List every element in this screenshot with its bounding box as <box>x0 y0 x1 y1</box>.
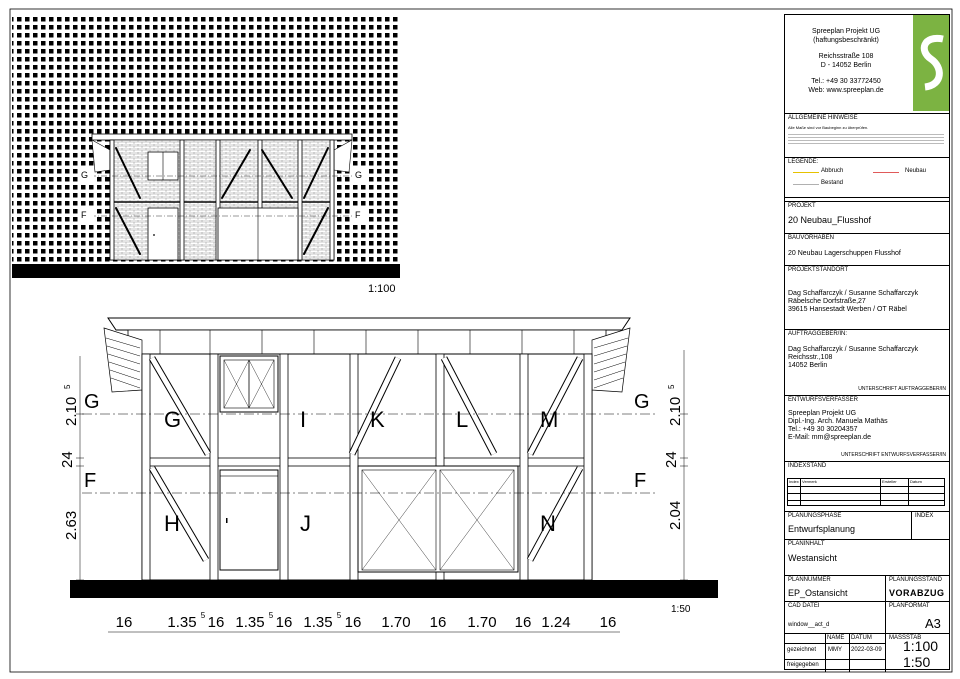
author-line: E-Mail: mm@spreeplan.de <box>788 434 871 441</box>
drawn-label: gezeichnet <box>787 647 817 653</box>
bottom-dim-label: 16 <box>599 614 617 631</box>
construction-value: 20 Neubau Lagerschuppen Flusshof <box>788 250 901 257</box>
bottom-dim-label: 1.24 <box>541 614 571 631</box>
site-box <box>785 265 949 329</box>
dim-left-upper-sup: 5 <box>63 384 72 389</box>
project-box <box>785 201 949 233</box>
company-logo <box>913 15 949 111</box>
field-letter: K <box>370 407 385 432</box>
dim-left-upper: 2.10 <box>63 396 80 426</box>
author-signature: UNTERSCHRIFT ENTWURFSVERFASSER/IN <box>841 452 946 458</box>
bottom-dim-label: 1.70 <box>381 614 411 631</box>
client-line: 14052 Berlin <box>788 362 828 369</box>
legend-bestand: Bestand <box>821 180 844 186</box>
construction-label: BAUVORHABEN <box>788 235 835 241</box>
bottom-dim-sup: 5 <box>336 611 342 620</box>
notes-box <box>785 113 949 157</box>
dim-right-upper: 2.10 <box>667 396 684 426</box>
bottom-dim-label: 16 <box>115 614 133 631</box>
client-label: AUFTRAGGEBER/IN: <box>788 331 848 337</box>
axis-right-f: F <box>634 470 647 492</box>
plan-number-box <box>785 575 949 601</box>
dim-right-lower: 2.04 <box>667 500 684 530</box>
bottom-dim-label: 1.70 <box>467 614 497 631</box>
index-short-label: INDEX <box>915 513 934 519</box>
dim-left-lower: 2.63 <box>63 510 80 540</box>
released-label: freigegeben <box>787 662 819 668</box>
large-elevation <box>70 318 718 632</box>
notes-heading: ALLGEMEINE HINWEISE <box>788 115 858 121</box>
index-box <box>785 461 949 511</box>
field-letter: H <box>164 511 180 536</box>
drawn-name: MMY <box>828 647 842 653</box>
field-letter: G <box>164 407 182 432</box>
company-city: D - 14052 Berlin <box>820 62 872 69</box>
author-line: Spreeplan Projekt UG <box>788 410 857 417</box>
index-col: Ersteller <box>882 479 897 484</box>
date-header: DATUM <box>851 635 872 641</box>
field-letter: L <box>456 407 469 432</box>
small-axis-left-g: G <box>81 170 89 180</box>
format-label: PLANFORMAT <box>889 603 930 609</box>
site-line: Dag Schaffarczyk / Susanne Schaffarczyk <box>788 290 919 297</box>
small-axis-right-f: F <box>355 210 361 220</box>
scale-label: MASSSTAB <box>889 635 922 641</box>
legend-heading: LEGENDE: <box>788 159 819 165</box>
dim-right-middle: 24 <box>663 451 680 468</box>
field-letter: J <box>300 511 311 536</box>
site-label: PROJEKTSTANDORT <box>788 267 849 273</box>
dim-right-upper-sup: 5 <box>667 384 676 389</box>
field-letter: M <box>540 407 559 432</box>
bottom-dimension-chain <box>116 611 617 631</box>
large-scale-label: 1:50 <box>671 604 691 615</box>
signoff-box <box>785 633 949 671</box>
notes-text: Alle Maße sind vor Baubeginn zu überprüfen. <box>788 125 869 130</box>
client-line: Dag Schaffarczyk / Susanne Schaffarczyk <box>788 346 919 353</box>
client-line: Reichsstr.,108 <box>788 354 833 361</box>
author-line: Tel.: +49 30 30204357 <box>788 426 858 433</box>
axis-left-g: G <box>84 391 100 413</box>
legend-box <box>785 157 949 197</box>
company-box <box>785 15 949 113</box>
cad-box <box>785 601 949 633</box>
status-label: PLANUNGSSTAND <box>889 577 942 583</box>
title-block <box>784 14 950 670</box>
content-box <box>785 539 949 575</box>
index-col: Index <box>789 479 799 484</box>
company-phone: Tel.: +49 30 33772450 <box>811 78 881 85</box>
site-line: Räbelsche Dorfstraße,27 <box>788 298 866 305</box>
bottom-dim-sup: 5 <box>268 611 274 620</box>
phase-box <box>785 511 949 539</box>
project-value: 20 Neubau_Flusshof <box>788 215 872 225</box>
company-street: Reichsstraße 108 <box>818 53 874 60</box>
legend-abbruch: Abbruch <box>821 168 844 174</box>
company-name: Spreeplan Projekt UG <box>811 28 881 35</box>
client-box <box>785 329 949 395</box>
small-scale-label: 1:100 <box>368 283 396 295</box>
index-col: Vermerk <box>802 479 817 484</box>
content-value: Westansicht <box>788 553 837 563</box>
phase-value: Entwurfsplanung <box>788 524 856 534</box>
scale-value: 1:100 <box>903 638 939 654</box>
bottom-dim-label: 16 <box>275 614 293 631</box>
author-label: ENTWURFSVERFASSER <box>788 397 859 403</box>
client-signature: UNTERSCHRIFT AUFTRAGGEBER/IN <box>858 386 946 392</box>
bottom-dim-label: 1.35 <box>303 614 333 631</box>
drawn-date: 2022-03-09 <box>851 647 882 653</box>
bottom-dim-label: 1.35 <box>235 614 265 631</box>
index-col: Datum <box>910 479 922 484</box>
small-axis-left-f: F <box>81 210 87 220</box>
author-line: Dipl.-Ing. Arch. Manuela Mathäs <box>788 418 888 425</box>
index-label: INDEXSTAND <box>788 463 827 469</box>
construction-box <box>785 233 949 265</box>
bottom-dim-label: 16 <box>514 614 532 631</box>
bottom-dim-label: 16 <box>429 614 447 631</box>
plan-number-label: PLANNUMMER <box>788 577 831 583</box>
field-letter: N <box>540 511 556 536</box>
small-axis-right-g: G <box>355 170 363 180</box>
project-label: PROJEKT <box>788 203 816 209</box>
cad-label: CAD DATEI <box>788 603 820 609</box>
author-box <box>785 395 949 461</box>
field-letter: I <box>300 407 307 432</box>
content-label: PLANINHALT <box>788 541 825 547</box>
bottom-dim-label: 16 <box>344 614 362 631</box>
bottom-dim-label: 1.35 <box>167 614 197 631</box>
company-legal: (haftungsbeschränkt) <box>813 37 879 44</box>
bottom-dim-label: 16 <box>207 614 225 631</box>
company-web: Web: www.spreeplan.de <box>808 87 884 94</box>
phase-label: PLANUNGSPHASE <box>788 513 842 519</box>
dim-left-middle: 24 <box>59 451 76 468</box>
format-value: A3 <box>925 616 941 631</box>
axis-left-f: F <box>84 470 97 492</box>
cad-value: window__act_d <box>788 622 830 628</box>
bottom-dim-sup: 5 <box>200 611 206 620</box>
legend-neubau: Neubau <box>905 168 927 174</box>
small-elevation <box>12 16 400 278</box>
status-value: VORABZUG <box>889 588 945 598</box>
scale-value: 1:50 <box>903 654 931 670</box>
name-header: NAME <box>827 635 845 641</box>
axis-right-g: G <box>634 391 650 413</box>
plan-number-value: EP_Ostansicht <box>788 588 848 598</box>
site-line: 39615 Hansestadt Werben / OT Räbel <box>788 306 907 313</box>
